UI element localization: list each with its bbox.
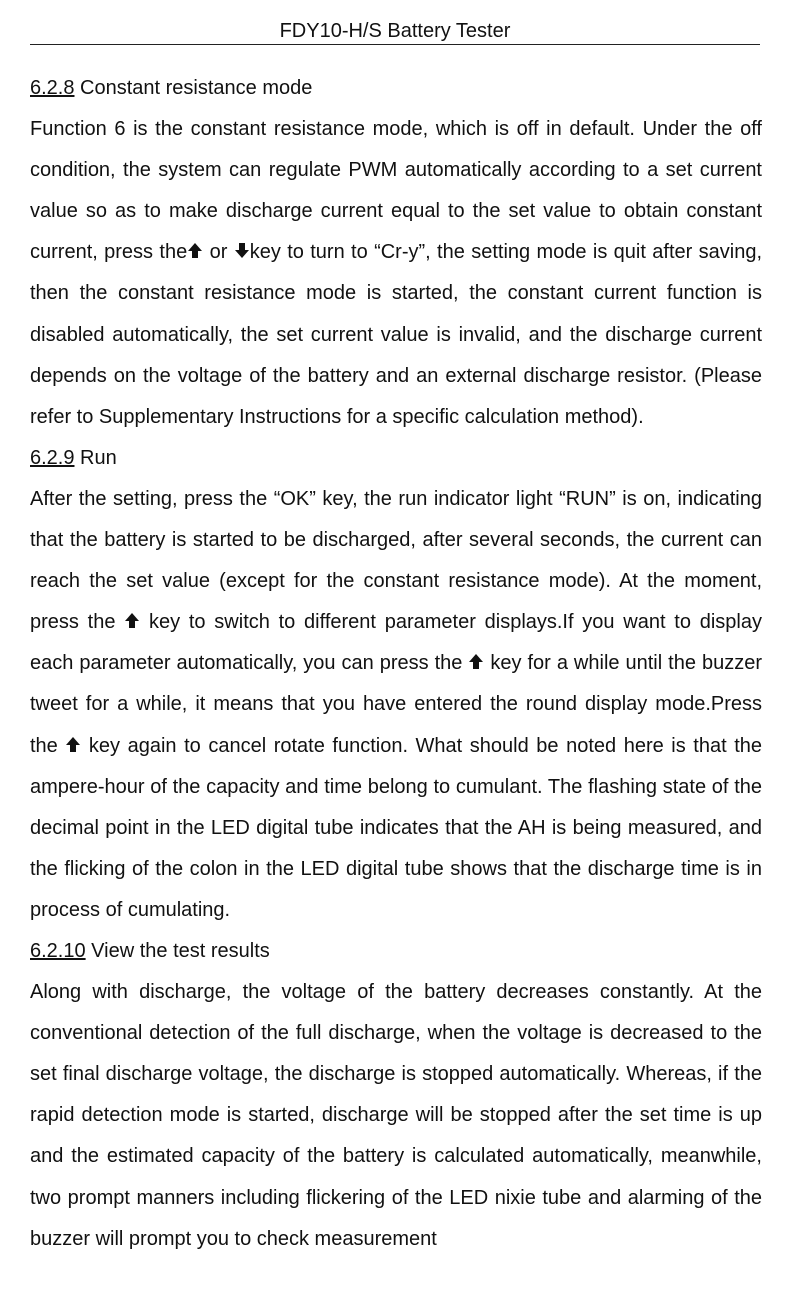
section-paragraph — [30, 479, 762, 931]
section-number: 6.2.9 — [30, 446, 75, 469]
paragraph-text: or — [203, 241, 234, 264]
paragraph-text: key again to cancel rotate function. What should be noted here is that the ampere-hour of the capacity and time belong to cumulant. The flashing state of the decimal point in the LED digital tube indicates that the AH is being measured, and the flicking of the colon in the LED digital tube shows that the discharge time is in process of cumulating. — [30, 734, 762, 921]
section-heading-6-2-8 — [30, 68, 762, 109]
section-number: 6.2.8 — [30, 77, 75, 99]
paragraph-text: Along with discharge, the voltage of the battery decreases constantly. At the conventional detection of the full discharge, when the voltage is decreased to the set final discharge voltage, the discharge is stopped automatically. Whereas, if the rapid detection mode is started, discharge will be stopped after the set time is up and the estimated capacity of the battery is calculated automatically, meanwhile, two prompt manners including flickering of the LED nixie tube and alarming of the buzzer will prompt you to check measurement — [30, 981, 762, 1250]
document-body — [30, 68, 762, 1260]
up-arrow-icon — [124, 612, 140, 630]
down-arrow-icon — [234, 242, 250, 260]
section-title: Run — [74, 446, 117, 469]
paragraph-text: key to turn to “Cr-y”, the setting mode is quit after saving, then the constant resistance mode is started, the constant current function is disabled automatically, the set current value is invalid, and the discharge current depends on the voltage of the battery and an external discharge resistor. (Please refer to Supplementary Instructions for a specific calculation method). — [30, 241, 763, 428]
section-title: Constant resistance mode — [74, 77, 313, 99]
page-header-title: FDY10-H/S Battery Tester — [279, 20, 511, 42]
up-arrow-icon — [65, 736, 81, 754]
paragraph-text: key for a while until the buzzer tweet for a while, it means that you have entered the round display mode.Press the — [30, 652, 762, 757]
section-title: View the test results — [85, 939, 270, 962]
header-divider — [30, 44, 760, 45]
paragraph-text: After the setting, press the “OK” key, the run indicator light “RUN” is on, indicating that the battery is started to be discharged, after several seconds, the current can reach the set value (except for the constant resistance mode). At the moment, press the — [30, 487, 762, 634]
up-arrow-icon — [187, 242, 203, 260]
up-arrow-icon — [468, 653, 484, 671]
section-paragraph — [30, 109, 762, 438]
section-heading-6-2-9 — [30, 438, 762, 479]
section-paragraph — [30, 972, 762, 1260]
section-number: 6.2.10 — [30, 939, 86, 962]
paragraph-text: key to switch to different parameter displays.If you want to display each parameter automatically, you can press the — [30, 611, 762, 675]
paragraph-text: Function 6 is the constant resistance mode, which is off in default. Under the off condition, the system can regulate PWM automatically according to a set current value so as to make discharge current equal to the set value to obtain constant current, press the — [30, 118, 762, 264]
section-heading-6-2-10 — [30, 931, 762, 972]
